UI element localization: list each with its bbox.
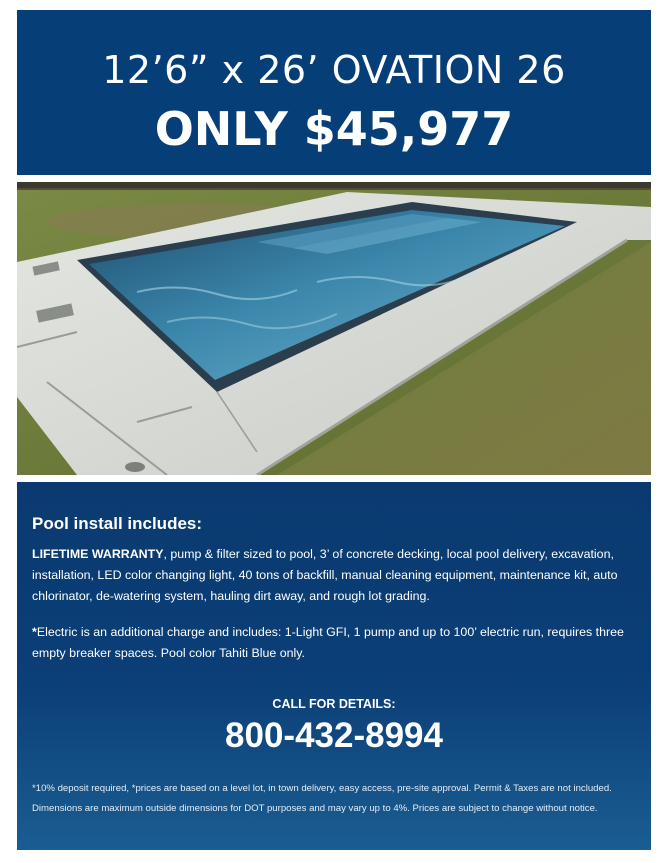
disclaimer-footnote: *10% deposit required, *prices are based on a level lot, in town delivery, easy access, pre-site approval. Permit & Taxes are not included. Dimensions are maximum outside dimensions for DOT purposes and may vary up to 4%. Prices are subject to change without notice. [32, 783, 612, 814]
cta-label: CALL FOR DETAILS: [272, 697, 396, 711]
pool-model-title: 12’6” x 26’ OVATION 26 [102, 48, 566, 92]
pool-photo [17, 182, 651, 475]
pool-illustration [17, 182, 651, 475]
includes-paragraph [32, 544, 632, 607]
details-panel [17, 482, 651, 850]
electric-text: Electric is an additional charge and includes: 1-Light GFI, 1 pump and up to 100’ electric run, requires three empty breaker spaces. Pool color Tahiti Blue only. [32, 625, 624, 660]
warranty-label: LIFETIME WARRANTY [32, 547, 164, 561]
pool-price: ONLY $45,977 [154, 102, 514, 156]
price-header [17, 10, 651, 175]
includes-heading: Pool install includes: [32, 514, 203, 533]
includes-text: , pump & filter sized to pool, 3’ of concrete decking, local pool delivery, excavation, installation, LED color changing light, 40 tons of backfill, manual cleaning equipment, maintenance kit, auto chlorinator, de-watering system, hauling dirt away, and rough lot grading. [32, 547, 618, 603]
phone-number[interactable]: 800-432-8994 [225, 716, 443, 755]
electric-paragraph [32, 622, 632, 664]
electric-asterisk: * [32, 625, 37, 639]
